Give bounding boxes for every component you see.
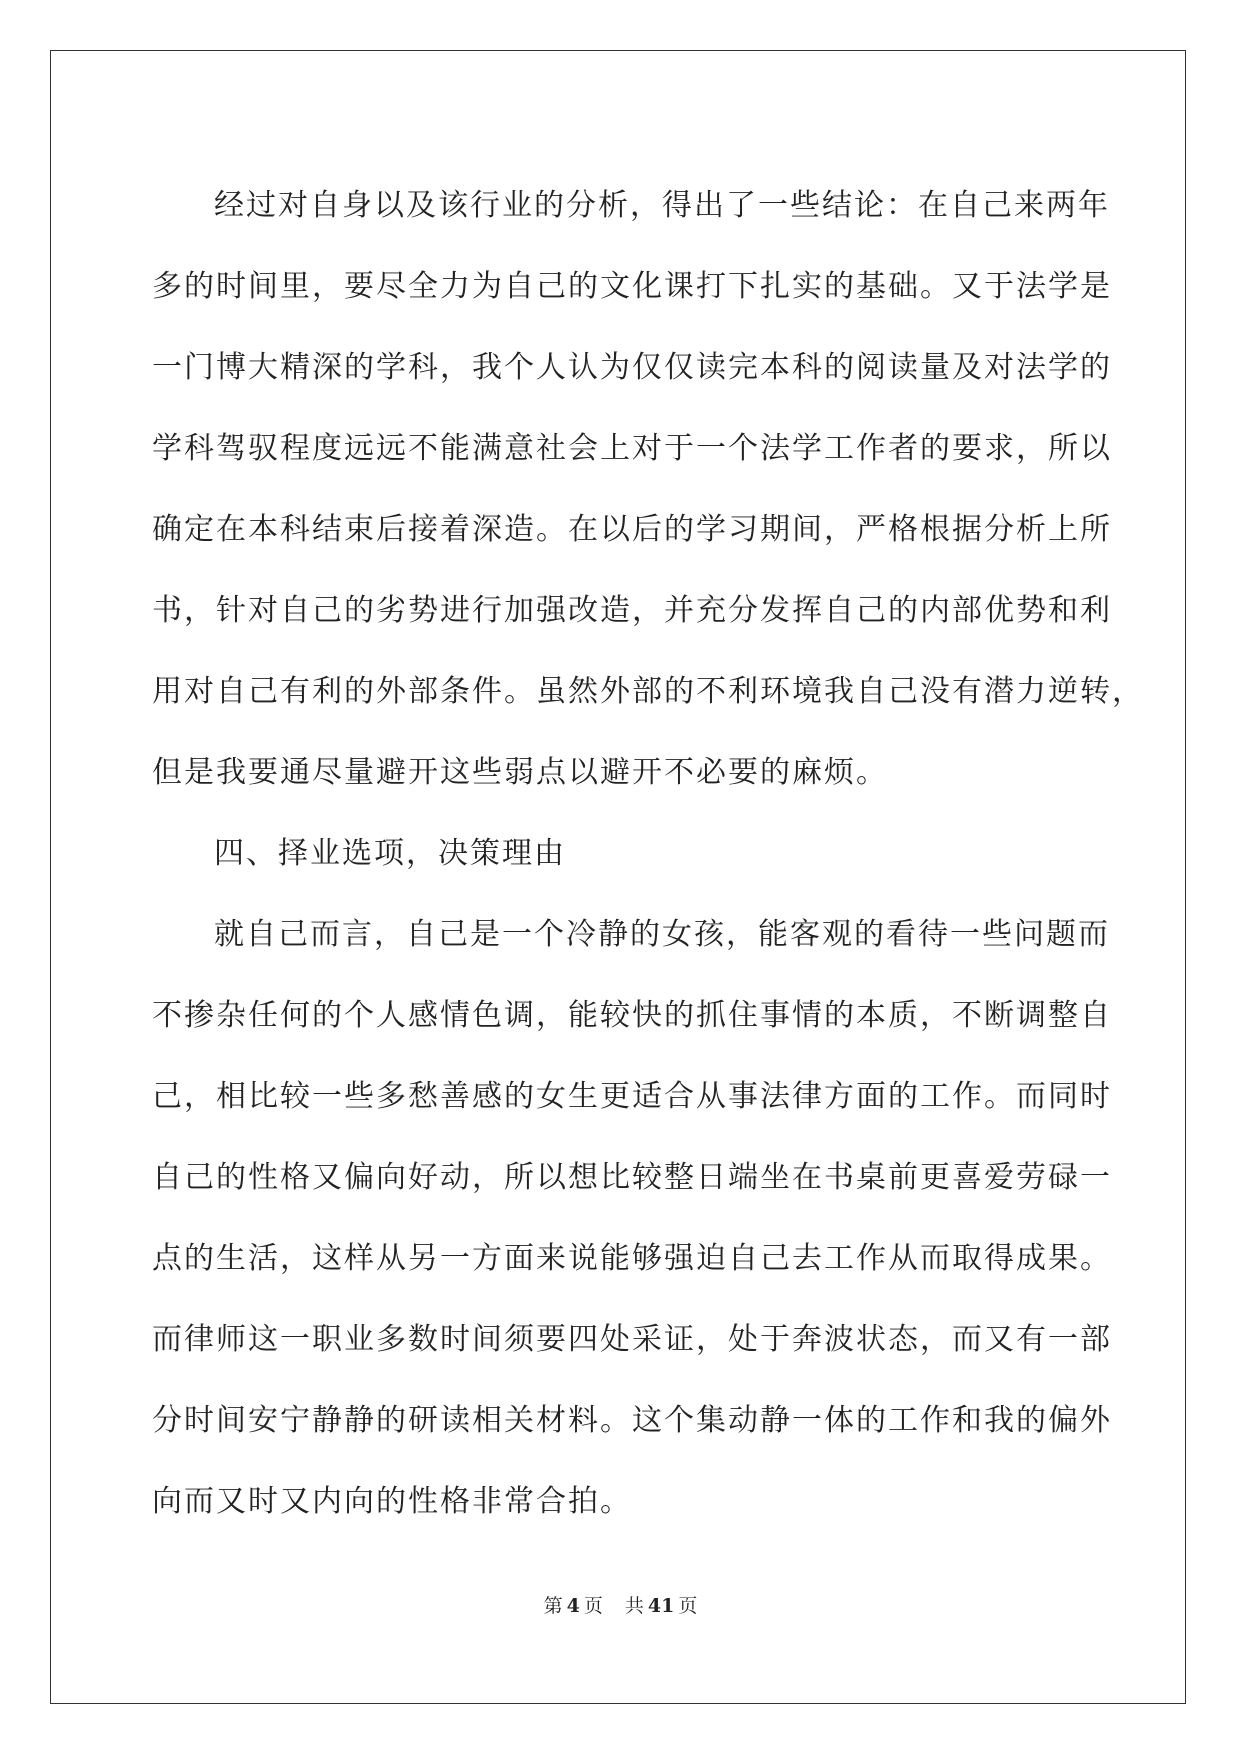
paragraph-line: 点的生活，这样从另一方面来说能够强迫自己去工作从而取得成果。 <box>152 1241 1112 1276</box>
paragraph-line: 就自己而言，自己是一个冷静的女孩，能客观的看待一些问题而 <box>214 917 1110 952</box>
paragraph-line: 向而又时又内向的性格非常合拍。 <box>152 1484 632 1519</box>
paragraph-line: 自己的性格又偏向好动，所以想比较整日端坐在书桌前更喜爱劳碌一 <box>152 1160 1112 1195</box>
paragraph-line: 而律师这一职业多数时间须要四处采证，处于奔波状态，而又有一部 <box>152 1322 1112 1357</box>
paragraph-line: 学科驾驭程度远远不能满意社会上对于一个法学工作者的要求，所以 <box>152 431 1112 466</box>
paragraph-line: 己，相比较一些多愁善感的女生更适合从事法律方面的工作。而同时 <box>152 1079 1112 1114</box>
paragraph-line: 确定在本科结束后接着深造。在以后的学习期间，严格根据分析上所 <box>152 512 1112 547</box>
paragraph-line: 经过对自身以及该行业的分析，得出了一些结论：在自己来两年 <box>214 188 1110 223</box>
paragraph-line: 书，针对自己的劣势进行加强改造，并充分发挥自己的内部优势和利 <box>152 593 1112 628</box>
paragraph-line: 多的时间里，要尽全力为自己的文化课打下扎实的基础。又于法学是 <box>152 269 1112 304</box>
document-body <box>152 165 1144 1542</box>
total-suffix: 页 <box>678 1595 698 1617</box>
paragraph-line: 用对自己有利的外部条件。虽然外部的不利环境我自己没有潜力逆转， <box>152 674 1144 709</box>
paragraph-line: 一门博大精深的学科，我个人认为仅仅读完本科的阅读量及对法学的 <box>152 350 1112 385</box>
total-prefix: 共 <box>624 1595 644 1617</box>
page-number: 4 <box>566 1595 580 1617</box>
page-prefix: 第 <box>543 1595 563 1617</box>
paragraph-line: 不掺杂任何的个人感情色调，能较快的抓住事情的本质，不断调整自 <box>152 998 1112 1033</box>
page-footer <box>0 1591 1241 1618</box>
paragraph-line: 但是我要通尽量避开这些弱点以避开不必要的麻烦。 <box>152 755 888 790</box>
paragraph-line: 分时间安宁静静的研读相关材料。这个集动静一体的工作和我的偏外 <box>152 1403 1112 1438</box>
total-pages: 41 <box>647 1595 675 1617</box>
page-suffix: 页 <box>583 1595 603 1617</box>
section-heading: 四、择业选项，决策理由 <box>214 836 566 871</box>
